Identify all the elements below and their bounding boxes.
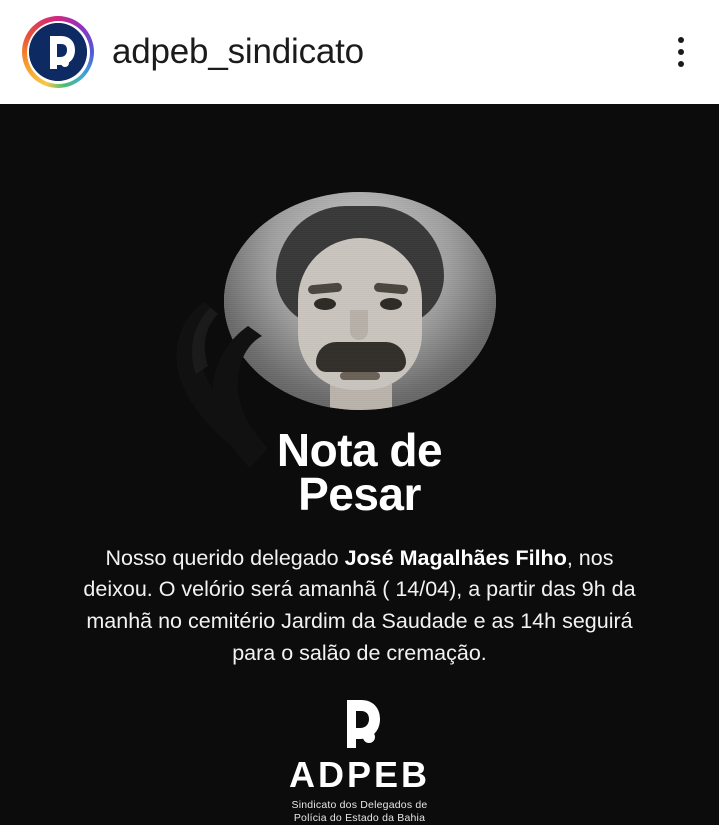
deceased-name: José Magalhães Filho [344,545,567,570]
body-text-part-2: , nos deixou. O velório será amanhã ( 14/04), a partir das 9h da manhã no cemitério Jardim da Saudade e as 14h seguirá para o salão de cremação. [83,545,636,665]
post-body-text [80,543,640,670]
more-options-icon[interactable] [661,24,701,80]
avatar-inner-ring [27,21,90,84]
post-header [0,0,719,104]
post-image[interactable] [0,104,719,825]
brand-footer [289,696,430,825]
brand-subtitle-line-2: Polícia do Estado da Bahia [293,811,426,824]
portrait-area [224,192,496,410]
adpeb-monogram-icon [331,696,389,752]
delegado-portrait [224,192,496,410]
brand-subtitle [292,799,428,825]
post-headline [130,424,590,521]
avatar[interactable] [22,16,94,88]
body-text-part-1: Nosso querido delegado [105,545,345,570]
headline-line-2: Pesar [298,468,421,521]
brand-subtitle-line-1: Sindicato dos Delegados de [291,798,428,811]
adpeb-logo-avatar-icon [29,23,87,81]
account-username[interactable]: adpeb_sindicato [112,32,364,71]
brand-name: ADPEB [288,753,431,795]
headline-line-1: Nota de [276,424,443,477]
